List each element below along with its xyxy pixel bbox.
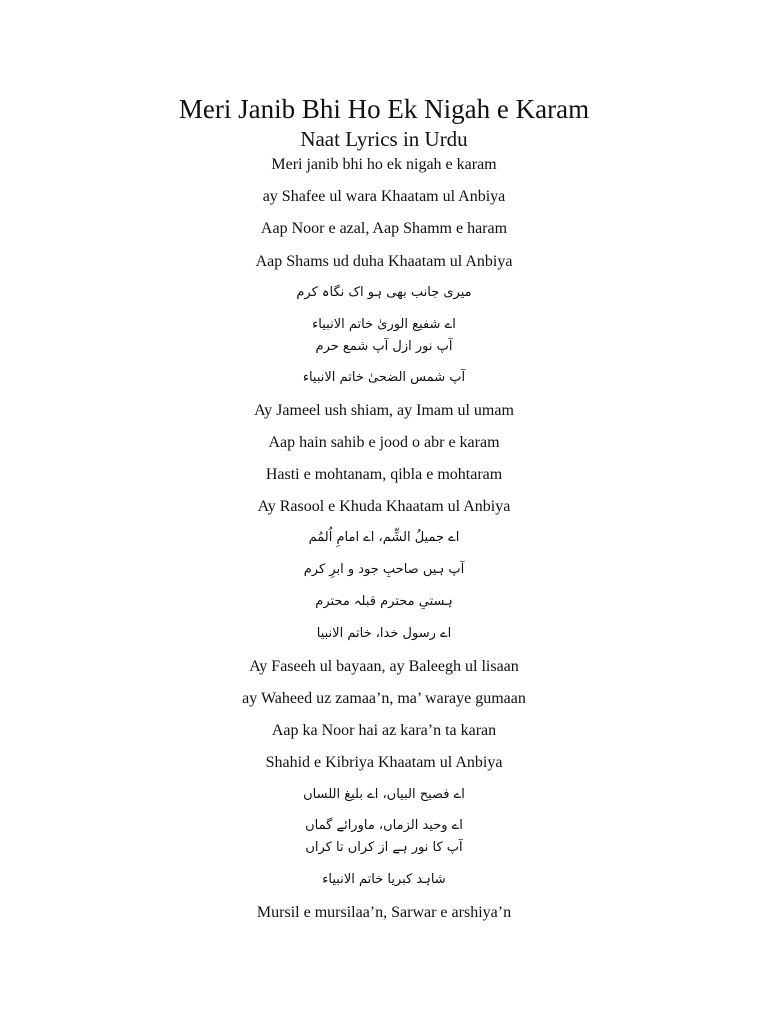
urdu-lyric-line: ہستیِ محترم قبلہ محترم [315, 594, 453, 609]
urdu-lyric-line: آپ کا نور ہے از کراں تا کراں [305, 840, 463, 855]
lyric-line: Aap Noor e azal, Aap Shamm e haram [260, 220, 508, 237]
lyric-line: ay Shafee ul wara Khaatam ul Anbiya [262, 188, 506, 205]
lyric-line: Ay Rasool e Khuda Khaatam ul Anbiya [257, 498, 511, 515]
urdu-lyric-line: آپ شمس الضحیٰ خاتم الانبیاء [302, 370, 466, 385]
lyric-line: ay Waheed uz zamaa’n, ma’ waraye gumaan [242, 690, 526, 707]
lyric-line: Mursil e mursilaa’n, Sarwar e arshiya’n [256, 904, 512, 921]
urdu-lyric-line: اے جمیلُ الشِّم، اے امامِ اُلمُم [308, 530, 460, 545]
lyric-line: Aap hain sahib e jood o abr e karam [268, 434, 500, 451]
urdu-lyric-line: آپ ہیں صاحبِ جود و ابرِ کرم [303, 562, 465, 577]
urdu-lyric-line: شاہد کبریا خاتم الانبیاء [322, 872, 446, 887]
lyric-line: Ay Faseeh ul bayaan, ay Baleegh ul lisaan [249, 658, 519, 675]
lyric-line: Shahid e Kibriya Khaatam ul Anbiya [265, 754, 503, 771]
urdu-lyric-line: اے رسول خدا، خاتم الانبیا [316, 626, 452, 641]
lyric-line: Aap ka Noor hai az kara’n ta karan [271, 722, 497, 739]
urdu-lyric-line: میری جانب بھی ہو اک نگاہ کرم [296, 285, 472, 300]
urdu-lyric-line: اے وحید الزماں، ماورائے گماں [305, 818, 463, 833]
lyric-line: Ay Jameel ush shiam, ay Imam ul umam [254, 402, 514, 419]
lyric-line: Meri janib bhi ho ek nigah e karam [271, 156, 497, 173]
page-title: Meri Janib Bhi Ho Ek Nigah e Karam [178, 94, 590, 124]
lyric-line: Hasti e mohtanam, qibla e mohtaram [265, 466, 503, 483]
urdu-lyric-line: آپ نور ازل آپ شمع حرم [315, 339, 453, 354]
lyric-line: Aap Shams ud duha Khaatam ul Anbiya [255, 253, 513, 270]
urdu-lyric-line: اے شفیع الوریٰ خاتم الانبیاء [312, 317, 456, 332]
page-subtitle: Naat Lyrics in Urdu [300, 127, 468, 151]
urdu-lyric-line: اے فصیح البیاں، اے بلیغ اللساں [303, 787, 465, 802]
